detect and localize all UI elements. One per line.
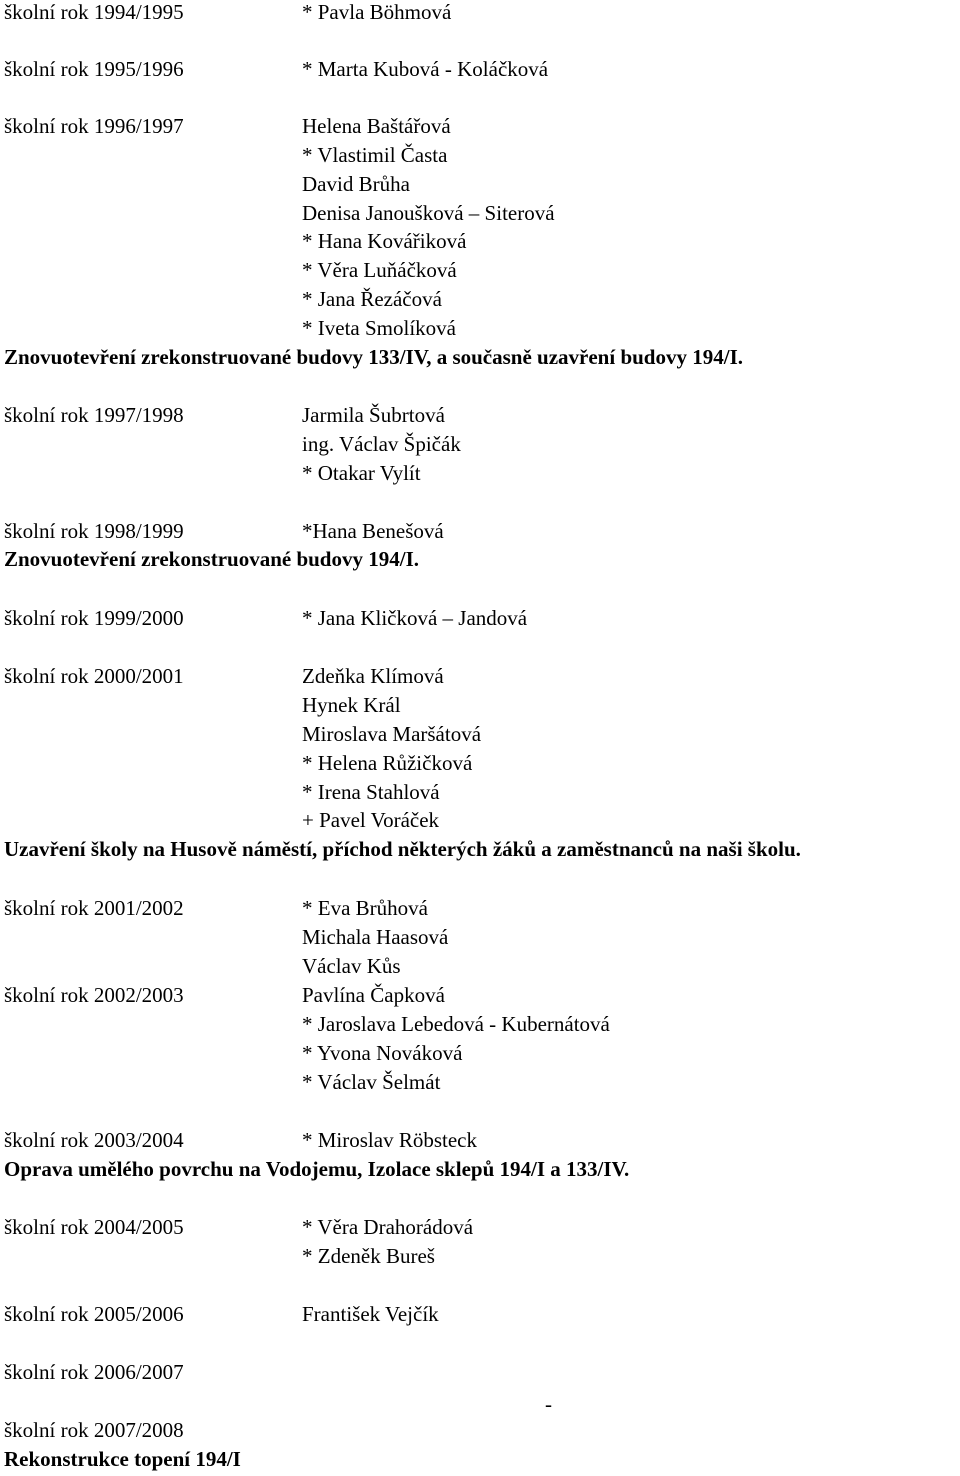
person-name: * Vlastimil Časta — [302, 143, 448, 167]
school-year: školní rok 1994/1995 — [4, 0, 184, 24]
dash-mark: - — [545, 1392, 552, 1416]
school-year: školní rok 1999/2000 — [4, 606, 184, 630]
event-note: Rekonstrukce topení 194/I — [4, 1447, 241, 1471]
person-name: Hynek Král — [302, 693, 401, 717]
school-year: školní rok 2001/2002 — [4, 896, 184, 920]
person-name: * Zdeněk Bureš — [302, 1244, 435, 1268]
event-note: Znovuotevření zrekonstruované budovy 133/IV, a současně uzavření budovy 194/I. — [4, 345, 743, 369]
person-name: * Václav Šelmát — [302, 1070, 441, 1094]
person-name: Pavlína Čapková — [302, 983, 445, 1007]
school-year: školní rok 1995/1996 — [4, 57, 184, 81]
person-name: František Vejčík — [302, 1302, 439, 1326]
person-name: * Věra Drahorádová — [302, 1215, 474, 1239]
person-name: * Helena Růžičková — [302, 751, 473, 775]
person-name: * Jana Řezáčová — [302, 287, 442, 311]
school-year: školní rok 1996/1997 — [4, 114, 184, 138]
person-name: * Miroslav Röbsteck — [302, 1128, 477, 1152]
event-note: Oprava umělého povrchu na Vodojemu, Izolace sklepů 194/I a 133/IV. — [4, 1157, 630, 1181]
school-year: školní rok 2006/2007 — [4, 1360, 184, 1384]
person-name: David Brůha — [302, 172, 410, 196]
person-name: * Marta Kubová - Koláčková — [302, 57, 549, 81]
person-name: * Irena Stahlová — [302, 780, 440, 804]
event-note: Uzavření školy na Husově náměstí, příchod některých žáků a zaměstnanců na naši školu. — [4, 837, 801, 861]
person-name: Helena Baštářová — [302, 114, 451, 138]
person-name: * Hana Kovářiková — [302, 229, 467, 253]
school-year: školní rok 2005/2006 — [4, 1302, 184, 1326]
person-name: * Jana Kličková – Jandová — [302, 606, 528, 630]
person-name: * Otakar Vylít — [302, 461, 421, 485]
person-name: Zdeňka Klímová — [302, 664, 444, 688]
person-name: * Eva Brůhová — [302, 896, 428, 920]
person-name: * Pavla Böhmová — [302, 0, 452, 24]
person-name: Denisa Janoušková – Siterová — [302, 201, 555, 225]
school-year: školní rok 2004/2005 — [4, 1215, 184, 1239]
school-year: školní rok 2000/2001 — [4, 664, 184, 688]
school-year: školní rok 2003/2004 — [4, 1128, 184, 1152]
person-name: Miroslava Maršátová — [302, 722, 482, 746]
school-year: školní rok 1998/1999 — [4, 519, 184, 543]
person-name: * Yvona Nováková — [302, 1041, 463, 1065]
school-year: školní rok 2007/2008 — [4, 1418, 184, 1442]
person-name: * Věra Luňáčková — [302, 258, 457, 282]
school-year: školní rok 1997/1998 — [4, 403, 184, 427]
event-note: Znovuotevření zrekonstruované budovy 194/I. — [4, 547, 419, 571]
person-name: ing. Václav Špičák — [302, 432, 461, 456]
school-year: školní rok 2002/2003 — [4, 983, 184, 1007]
person-name: * Iveta Smolíková — [302, 316, 456, 340]
person-name: Jarmila Šubrtová — [302, 403, 445, 427]
person-name: * Jaroslava Lebedová - Kubernátová — [302, 1012, 610, 1036]
person-name: + Pavel Voráček — [302, 808, 440, 832]
person-name: Václav Kůs — [302, 954, 401, 978]
person-name: Michala Haasová — [302, 925, 449, 949]
person-name: *Hana Benešová — [302, 519, 444, 543]
